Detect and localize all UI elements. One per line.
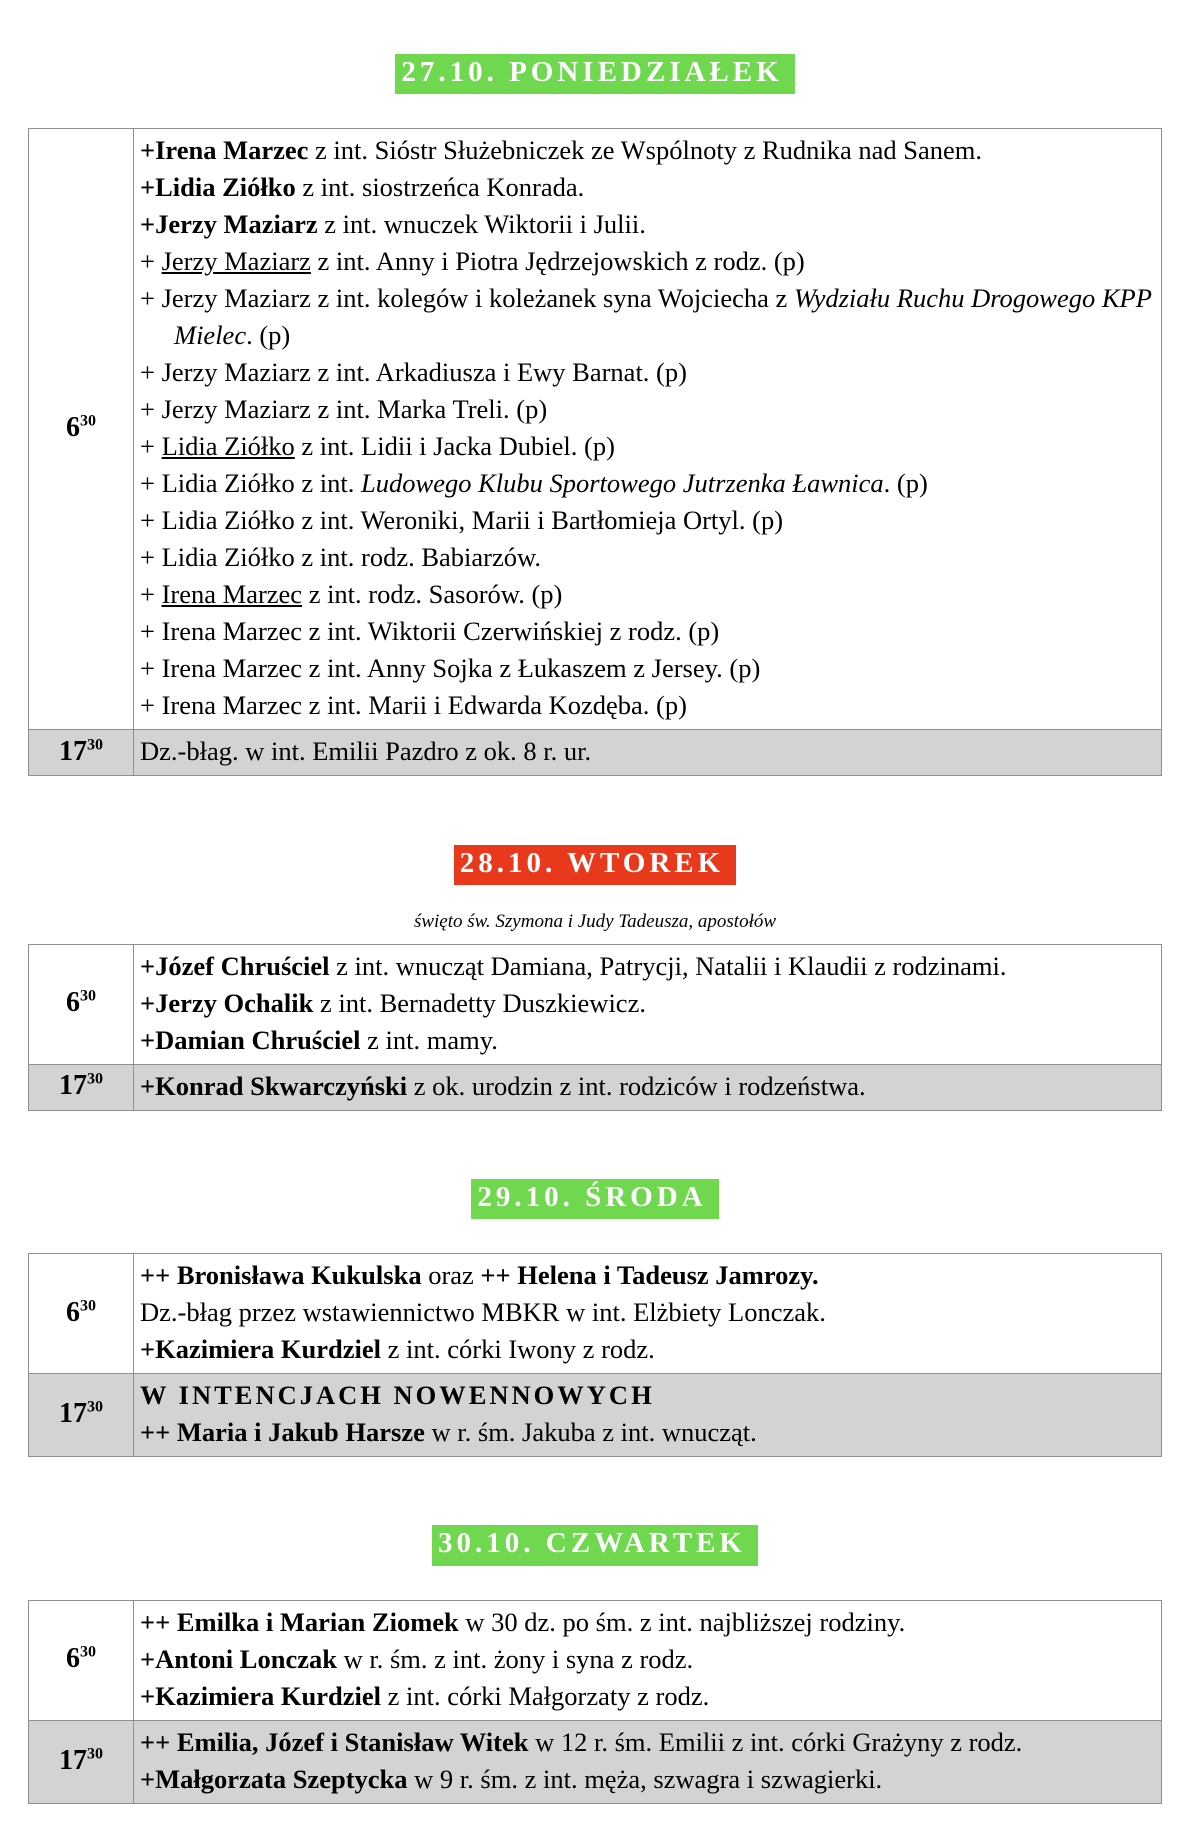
intention-text: z int. wnuczek Wiktorii i Julii.	[317, 209, 646, 240]
intention-line	[140, 687, 1155, 724]
intention-text: +	[140, 579, 162, 610]
intention-text: + Irena Marzec z int. Anny Sojka z Łukaszem z Jersey. (p)	[140, 653, 761, 684]
intentions-cell	[134, 1600, 1162, 1720]
intention-text: +	[140, 246, 162, 277]
intention-text: Dz.-błag przez wstawiennictwo MBKR w int. Elżbiety Lonczak.	[140, 1297, 826, 1328]
intentions-cell	[134, 129, 1162, 730]
intention-line	[140, 1377, 1155, 1414]
intention-text: Dz.-błag. w int. Emilii Pazdro z ok. 8 r. ur.	[140, 736, 592, 767]
mass-time: $17^{30}$	[29, 1720, 134, 1803]
intention-line	[140, 1068, 1155, 1105]
intention-text: +Damian Chruściel	[140, 1024, 361, 1055]
intention-line	[140, 1294, 1155, 1331]
mass-intentions-page	[28, 30, 1162, 1804]
intention-text: z int. mamy.	[360, 1024, 498, 1055]
day-header-thursday: 30.10. CZWARTEK	[432, 1525, 758, 1565]
mass-row	[29, 1254, 1162, 1374]
intentions-cell	[134, 1064, 1162, 1110]
mass-table-tuesday	[28, 944, 1162, 1111]
intention-text: w 30 dz. po śm. z int. najbliższej rodziny.	[458, 1606, 906, 1637]
mass-row	[29, 1064, 1162, 1110]
intention-line	[140, 280, 1155, 354]
intention-text: +	[140, 431, 162, 462]
intention-line	[140, 1257, 1155, 1294]
intention-text: z int. Sióstr Służebniczek ze Wspólnoty z Rudnika nad Sanem.	[308, 135, 983, 166]
intention-text: z int. Bernadetty Duszkiewicz.	[313, 987, 646, 1018]
intention-text: w 12 r. śm. Emilii z int. córki Grażyny z rodz.	[528, 1726, 1023, 1757]
intention-line	[140, 169, 1155, 206]
intention-text: oraz	[421, 1260, 481, 1291]
day-header-row	[28, 1155, 1162, 1243]
intention-text: z int. siostrzeńca Konrada.	[295, 172, 585, 203]
intention-text: z int. Lidii i Jacka Dubiel. (p)	[294, 431, 615, 462]
mass-time: $6^{30}$	[29, 1254, 134, 1374]
intention-line	[140, 1331, 1155, 1368]
intention-text: + Jerzy Maziarz z int. kolegów i koleżanek syna Wojciecha z	[140, 283, 794, 314]
mass-table-wednesday	[28, 1253, 1162, 1457]
intention-line	[140, 354, 1155, 391]
intention-text: Ludowego Klubu Sportowego Jutrzenka Ławnica	[361, 468, 884, 499]
mass-time: $6^{30}$	[29, 129, 134, 730]
intention-line	[140, 650, 1155, 687]
intention-text: + Jerzy Maziarz z int. Marka Treli. (p)	[140, 394, 548, 425]
intentions-cell	[134, 1374, 1162, 1457]
intention-text: +Konrad Skwarczyński	[140, 1070, 408, 1101]
day-header-row	[28, 820, 1162, 908]
intention-text: Wydziału Ruchu Drogowego KPP Mielec	[174, 283, 1152, 351]
mass-row	[29, 730, 1162, 776]
intention-line	[140, 539, 1155, 576]
intention-text: ++ Maria i Jakub Harsze	[140, 1417, 425, 1448]
intention-text: Jerzy Maziarz	[161, 246, 311, 277]
intentions-cell	[134, 1720, 1162, 1803]
intentions-cell	[134, 944, 1162, 1064]
intention-text: ++ Emilka i Marian Ziomek	[140, 1606, 459, 1637]
intention-text: w r. śm. z int. żony i syna z rodz.	[336, 1643, 694, 1674]
intention-line	[140, 465, 1155, 502]
intentions-cell	[134, 1254, 1162, 1374]
intention-text: . (p)	[246, 320, 291, 351]
intention-text: ++ Helena i Tadeusz Jamrozy.	[480, 1260, 819, 1291]
mass-row	[29, 1374, 1162, 1457]
day-section-monday	[28, 30, 1162, 776]
intention-text: z int. rodz. Sasorów. (p)	[302, 579, 563, 610]
intention-text: +Jerzy Maziarz	[140, 209, 318, 240]
intention-text: z int. Anny i Piotra Jędrzejowskich z rodz. (p)	[310, 246, 805, 277]
intention-text: z int. wnucząt Damiana, Patrycji, Natalii i Klaudii z rodzinami.	[329, 950, 1007, 981]
feast-subtitle: święto św. Szymona i Judy Tadeusza, apostołów	[413, 910, 777, 932]
intention-text: +Józef Chruściel	[140, 950, 330, 981]
intention-line	[140, 1761, 1155, 1798]
day-section-wednesday	[28, 1155, 1162, 1457]
mass-time: $6^{30}$	[29, 944, 134, 1064]
intention-text: z ok. urodzin z int. rodziców i rodzeństwa.	[407, 1070, 866, 1101]
intention-text: + Lidia Ziółko z int.	[140, 468, 362, 499]
mass-row	[29, 1720, 1162, 1803]
mass-time: $6^{30}$	[29, 1600, 134, 1720]
intention-text: +Lidia Ziółko	[140, 172, 296, 203]
mass-row	[29, 129, 1162, 730]
intention-text: +Kazimiera Kurdziel	[140, 1680, 382, 1711]
intention-text: + Irena Marzec z int. Wiktorii Czerwińskiej z rodz. (p)	[140, 616, 720, 647]
intention-line	[140, 1604, 1155, 1641]
intention-line	[140, 576, 1155, 613]
mass-table-monday	[28, 128, 1162, 776]
intention-line	[140, 613, 1155, 650]
day-header-wednesday: 29.10. ŚRODA	[471, 1179, 718, 1219]
intention-line	[140, 733, 1155, 770]
day-section-tuesday	[28, 820, 1162, 1110]
intention-text: w r. śm. Jakuba z int. wnucząt.	[424, 1417, 757, 1448]
intention-line	[140, 985, 1155, 1022]
intention-text: ++ Bronisława Kukulska	[140, 1260, 422, 1291]
day-header-monday: 27.10. PONIEDZIAŁEK	[395, 54, 794, 94]
intention-text: + Jerzy Maziarz z int. Arkadiusza i Ewy Barnat. (p)	[140, 357, 687, 388]
mass-row	[29, 1600, 1162, 1720]
mass-time: $17^{30}$	[29, 730, 134, 776]
intention-text: + Lidia Ziółko z int. rodz. Babiarzów.	[140, 542, 542, 573]
mass-row	[29, 944, 1162, 1064]
intention-line	[140, 132, 1155, 169]
day-header-row	[28, 30, 1162, 118]
day-header-tuesday: 28.10. WTOREK	[454, 845, 736, 885]
intention-line	[140, 1678, 1155, 1715]
mass-time: $17^{30}$	[29, 1374, 134, 1457]
intention-text: z int. córki Iwony z rodz.	[381, 1334, 655, 1365]
intention-line	[140, 206, 1155, 243]
intention-line	[140, 502, 1155, 539]
mass-time: $17^{30}$	[29, 1064, 134, 1110]
intention-line	[140, 1022, 1155, 1059]
intention-text: + Lidia Ziółko z int. Weroniki, Marii i Bartłomieja Ortyl. (p)	[140, 505, 784, 536]
day-header-row	[28, 1501, 1162, 1589]
intention-text: Irena Marzec	[161, 579, 303, 610]
intention-text: . (p)	[883, 468, 928, 499]
intention-text: w 9 r. śm. z int. męża, szwagra i szwagierki.	[407, 1763, 883, 1794]
intention-text: +Małgorzata Szeptycka	[140, 1763, 408, 1794]
intention-text: +Antoni Lonczak	[140, 1643, 337, 1674]
intention-line	[140, 243, 1155, 280]
intention-text: +Jerzy Ochalik	[140, 987, 314, 1018]
intention-line	[140, 948, 1155, 985]
intention-text: z int. córki Małgorzaty z rodz.	[381, 1680, 710, 1711]
intention-text: +Irena Marzec	[140, 135, 309, 166]
intentions-cell	[134, 730, 1162, 776]
intention-line	[140, 1641, 1155, 1678]
intention-text: W INTENCJACH NOWENNOWYCH	[140, 1380, 655, 1411]
intention-line	[140, 428, 1155, 465]
mass-table-thursday	[28, 1600, 1162, 1804]
day-section-thursday	[28, 1501, 1162, 1803]
intention-text: + Irena Marzec z int. Marii i Edwarda Kozdęba. (p)	[140, 690, 687, 721]
intention-line	[140, 391, 1155, 428]
intention-text: ++ Emilia, Józef i Stanisław Witek	[140, 1726, 529, 1757]
intention-text: +Kazimiera Kurdziel	[140, 1334, 382, 1365]
intention-line	[140, 1724, 1155, 1761]
intention-line	[140, 1414, 1155, 1451]
intention-text: Lidia Ziółko	[161, 431, 295, 462]
